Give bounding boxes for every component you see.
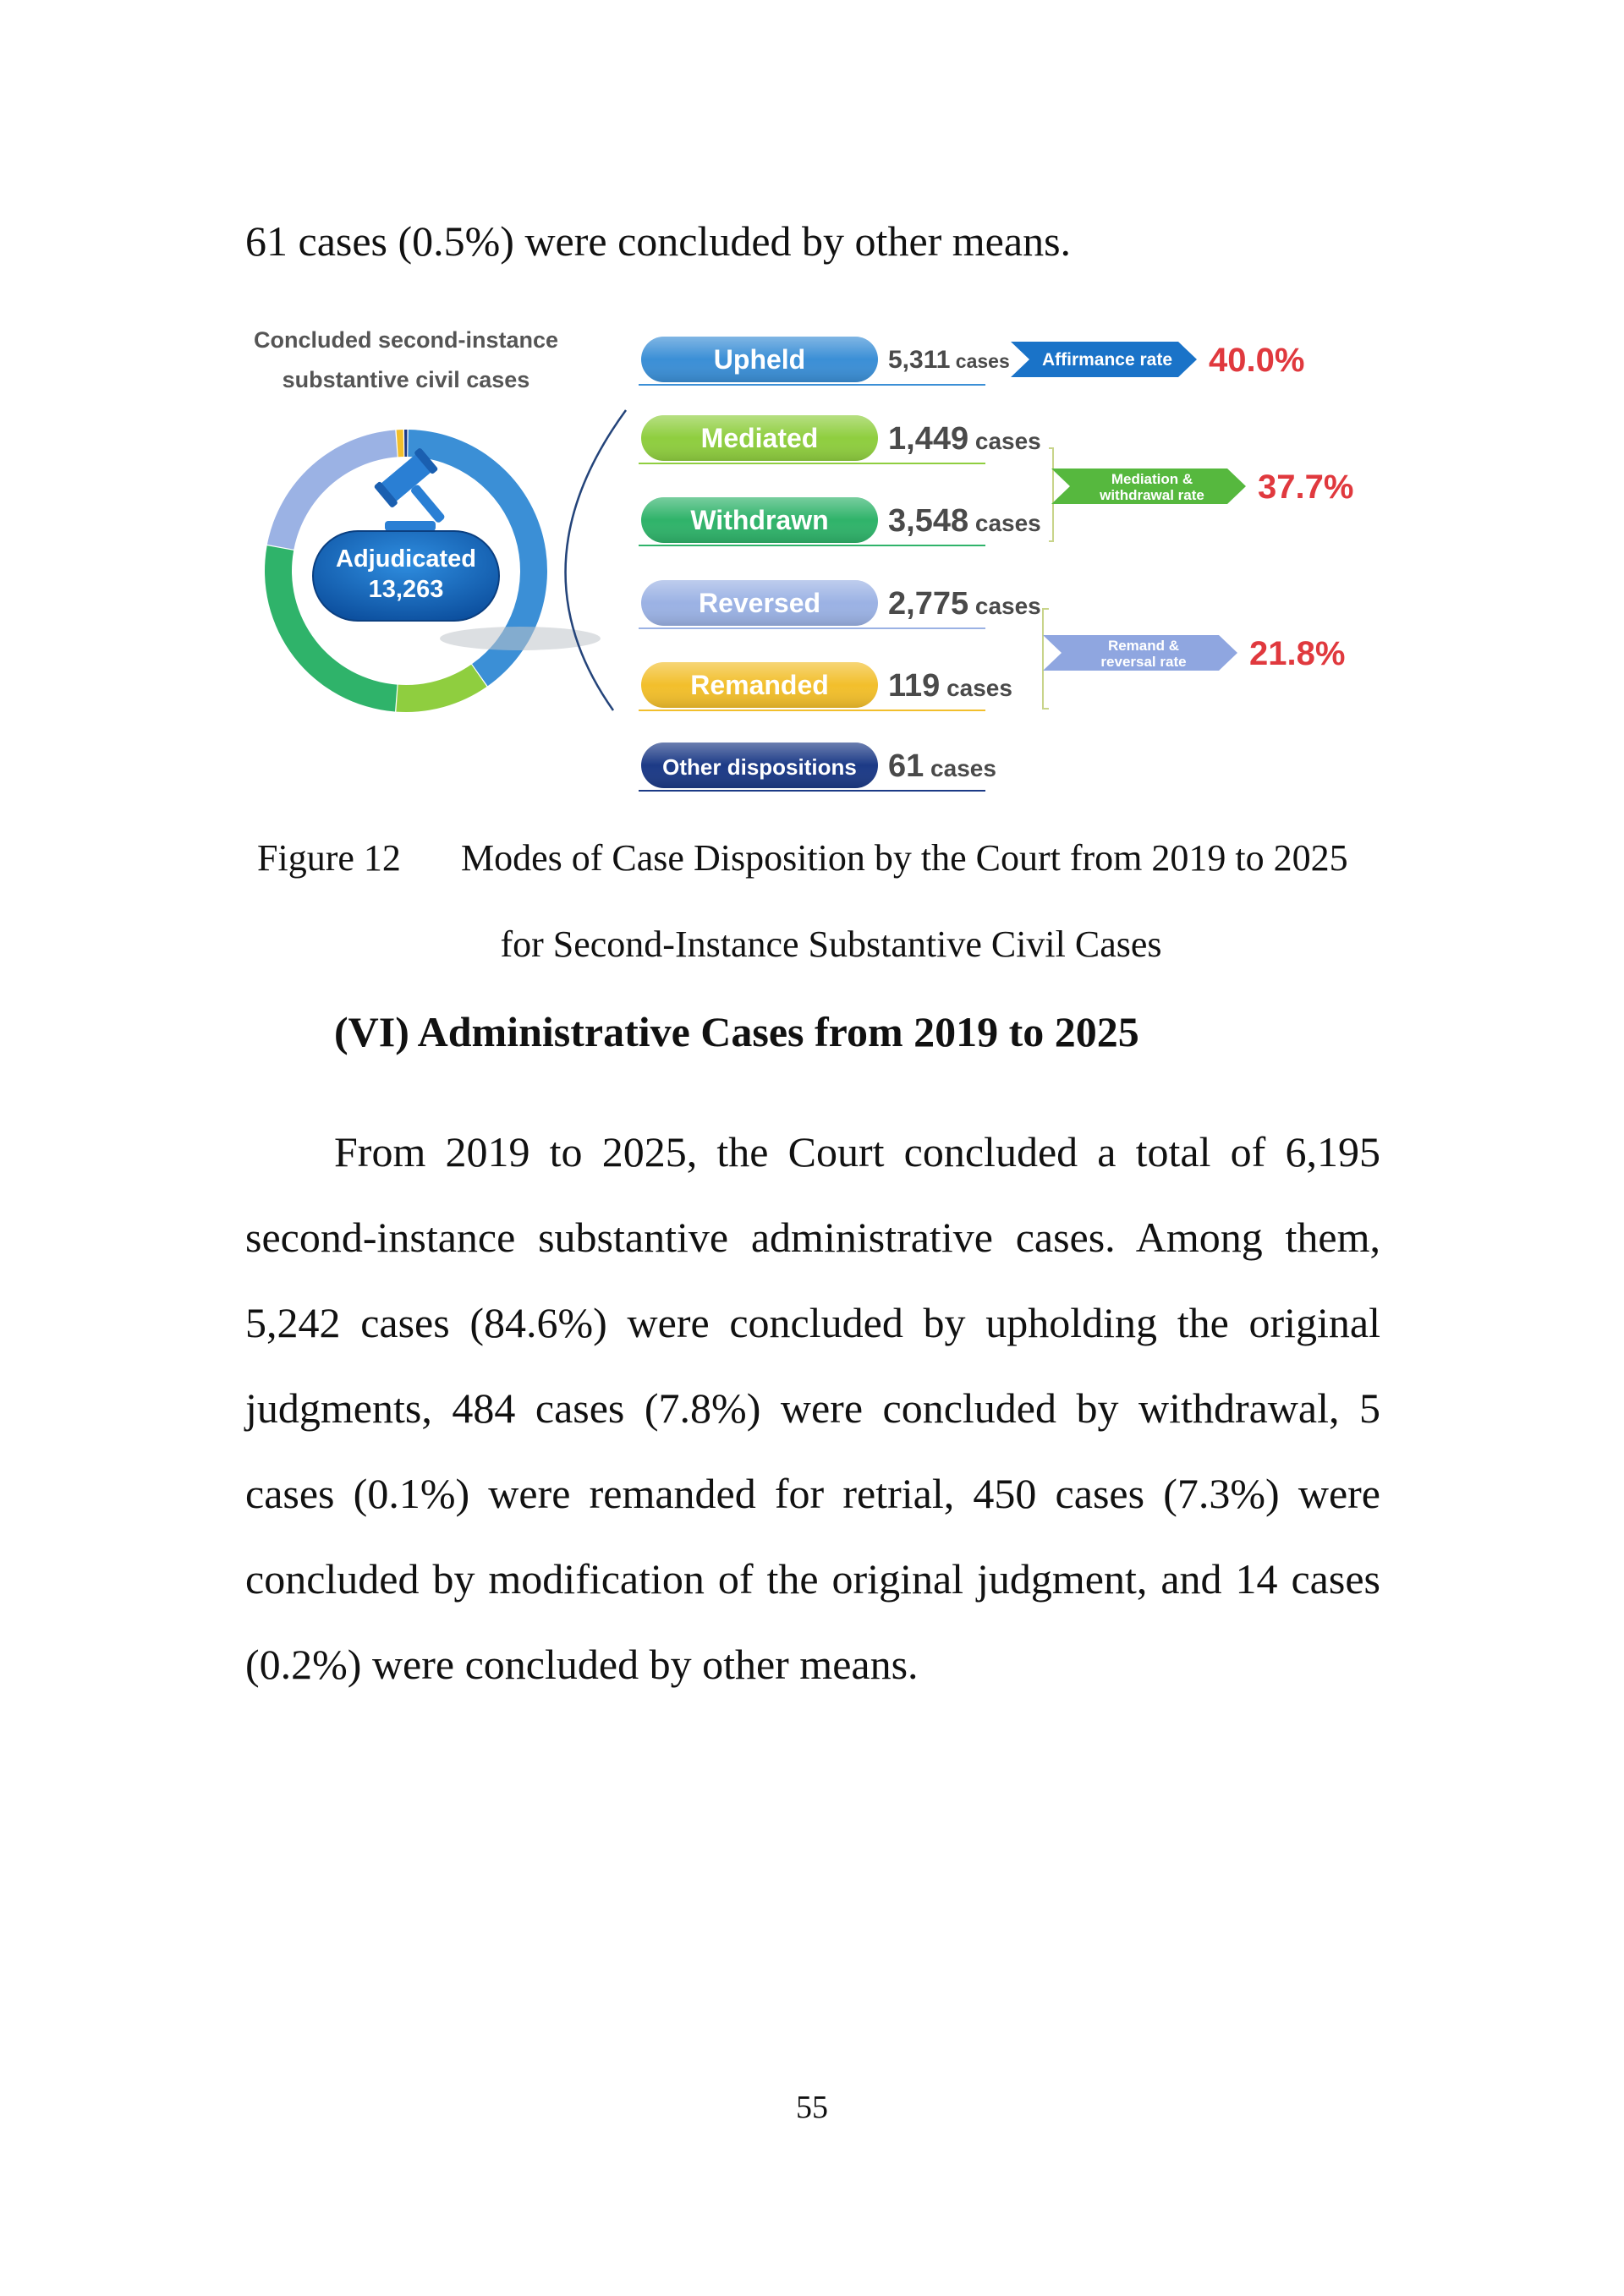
intro-text: 61 cases (0.5%) were concluded by other means. (245, 217, 1072, 265)
remanded-label: Remanded (690, 670, 829, 700)
donut-slice-other-dispositions (404, 430, 407, 457)
center-value: 13,263 (368, 576, 444, 603)
rate-arrow-3 (1043, 635, 1345, 672)
donut-slice-remanded (397, 430, 404, 457)
rate-label: Remand & (1107, 638, 1180, 654)
rate-label: Affirmance rate (1041, 350, 1173, 370)
row-other-dispositions (639, 743, 996, 791)
donut-slice-mediated (396, 665, 486, 712)
gavel-base (385, 521, 436, 531)
connector-remand (1043, 609, 1049, 709)
chart-title-line-1: Concluded second-instance (253, 327, 559, 353)
rate-arrow-2 (1051, 469, 1353, 506)
withdrawn-label: Withdrawn (690, 505, 829, 535)
rate-arrow-1 (1011, 342, 1304, 379)
row-reversed (639, 580, 1041, 628)
row-mediated (639, 415, 1041, 463)
row-remanded (639, 662, 1012, 710)
rate-label: reversal rate (1100, 654, 1187, 670)
section-heading: (VI) Administrative Cases from 2019 to 2025 (334, 1008, 1139, 1055)
body-paragraph: From 2019 to 2025, the Court concluded a total of 6,195 second-instance substantive administrative cases. Among them, 5,242 cases (84.6%) were concluded by upholding the original judgments, 484 cases (7.8%) were concluded by withdrawal, 5 cases (0.1%) were remanded for retrial, 450 cases (7.3%) were concluded by modification of the original judgment, and 14 cases (0.2%) were concluded by other means. (245, 1128, 1380, 1688)
rate-label: Mediation & (1111, 471, 1193, 487)
rate-value: 40.0% (1209, 342, 1305, 379)
figure-number: Figure 12 (257, 837, 401, 879)
remanded-value: 119 cases (888, 668, 1012, 704)
reversed-label: Reversed (698, 588, 821, 618)
row-withdrawn (639, 497, 1041, 545)
reversed-value: 2,775 cases (888, 586, 1041, 622)
upheld-value: 5,311 cases (888, 346, 1010, 374)
figure-caption-line-2: for Second-Instance Substantive Civil Cases (500, 923, 1162, 965)
chart-title-line-2: substantive civil cases (282, 367, 530, 392)
chart-svg (241, 313, 1383, 803)
center-label: Adjudicated (336, 545, 476, 573)
row-upheld (639, 337, 1010, 385)
case-disposition-figure (241, 313, 1383, 803)
other-dispositions-value: 61 cases (888, 748, 996, 784)
mediated-label: Mediated (700, 423, 819, 453)
rate-value: 37.7% (1258, 469, 1354, 506)
other-dispositions-label: Other dispositions (662, 754, 857, 780)
mediated-value: 1,449 cases (888, 421, 1041, 457)
figure-title: Modes of Case Disposition by the Court from 2019 to 2025 (461, 837, 1348, 879)
rate-value: 21.8% (1249, 635, 1346, 672)
rate-label: withdrawal rate (1100, 487, 1204, 503)
page-number: 55 (796, 2090, 828, 2125)
bracket-curve (566, 410, 626, 710)
withdrawn-value: 3,548 cases (888, 503, 1041, 539)
connector-mediation (1049, 448, 1053, 541)
upheld-label: Upheld (713, 344, 806, 375)
